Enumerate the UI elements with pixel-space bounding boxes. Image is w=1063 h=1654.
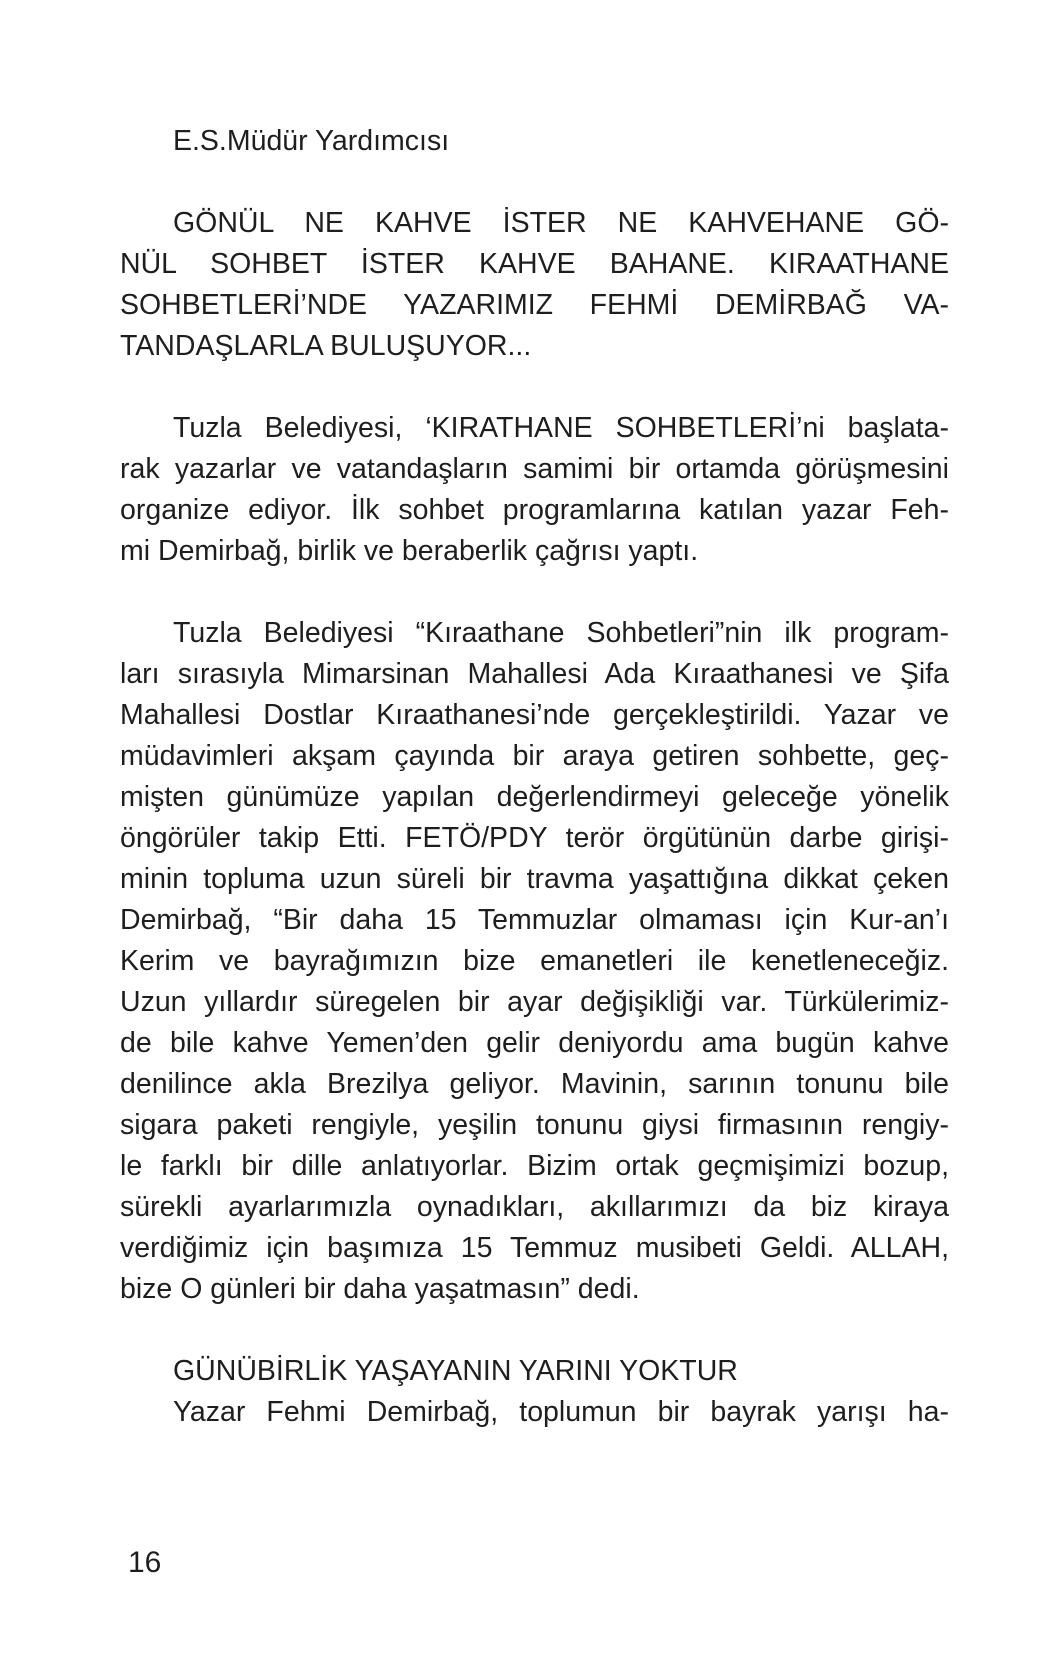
paragraph-line: Demirbağ, “Bir daha 15 Temmuzlar olmaması için Kur-an’ı	[120, 904, 949, 936]
heading-line: SOHBETLERİ’NDE YAZARIMIZ FEHMİ DEMİRBAĞ VA-	[120, 289, 949, 321]
document-page	[120, 0, 949, 1654]
paragraph-line: Uzun yıllardır süregelen bir ayar değişikliği var. Türkülerimiz-	[120, 986, 949, 1018]
heading-line: GÖNÜL NE KAHVE İSTER NE KAHVEHANE GÖ-	[173, 207, 949, 239]
paragraph-line: organize ediyor. İlk sohbet programlarına katılan yazar Feh-	[120, 494, 949, 526]
heading-line: TANDAŞLARLA BULUŞUYOR...	[120, 330, 532, 362]
heading-line: NÜL SOHBET İSTER KAHVE BAHANE. KIRAATHANE	[120, 248, 949, 280]
paragraph-line: de bile kahve Yemen’den gelir deniyordu ama bugün kahve	[120, 1027, 949, 1059]
paragraph-line: mi Demirbağ, birlik ve beraberlik çağrısı yaptı.	[120, 535, 699, 567]
paragraph-line: Tuzla Belediyesi, ‘KIRATHANE SOHBETLERİ’ni başlata-	[173, 412, 949, 444]
paragraph-line: Tuzla Belediyesi “Kıraathane Sohbetleri”nin ilk program-	[173, 617, 949, 649]
paragraph-line: bize O günleri bir daha yaşatmasın” dedi.	[120, 1273, 640, 1305]
paragraph-line: sürekli ayarlarımızla oynadıkları, akıllarımızı da biz kiraya	[120, 1191, 949, 1223]
paragraph-line: Mahallesi Dostlar Kıraathanesi’nde gerçekleştirildi. Yazar ve	[120, 699, 949, 731]
paragraph-line: minin topluma uzun süreli bir travma yaşattığına dikkat çeken	[120, 863, 949, 895]
paragraph-line: rak yazarlar ve vatandaşların samimi bir ortamda görüşmesini	[120, 453, 949, 485]
paragraph-line: denilince akla Brezilya geliyor. Mavinin, sarının tonunu bile	[120, 1068, 949, 1100]
paragraph-line: Kerim ve bayrağımızın bize emanetleri ile kenetleneceğiz.	[120, 945, 949, 977]
paragraph-line: öngörüler takip Etti. FETÖ/PDY terör örgütünün darbe girişi-	[120, 822, 949, 854]
paragraph-line: mişten günümüze yapılan değerlendirmeyi geleceğe yönelik	[120, 781, 949, 813]
paragraph-line: ları sırasıyla Mimarsinan Mahallesi Ada Kıraathanesi ve Şifa	[120, 658, 949, 690]
paragraph-line: verdiğimiz için başımıza 15 Temmuz musibeti Geldi. ALLAH,	[120, 1232, 949, 1264]
page-number: 16	[128, 1546, 162, 1579]
paragraph-line: müdavimleri akşam çayında bir araya getiren sohbette, geç-	[120, 740, 949, 772]
paragraph-line: le farklı bir dille anlatıyorlar. Bizim ortak geçmişimizi bozup,	[120, 1150, 949, 1182]
paragraph-line: Yazar Fehmi Demirbağ, toplumun bir bayrak yarışı ha-	[173, 1396, 949, 1428]
subheading: GÜNÜBİRLİK YAŞAYANIN YARINI YOKTUR	[173, 1355, 738, 1387]
paragraph-line: sigara paketi rengiyle, yeşilin tonunu giysi firmasının rengiy-	[120, 1109, 949, 1141]
author-title: E.S.Müdür Yardımcısı	[173, 125, 450, 157]
